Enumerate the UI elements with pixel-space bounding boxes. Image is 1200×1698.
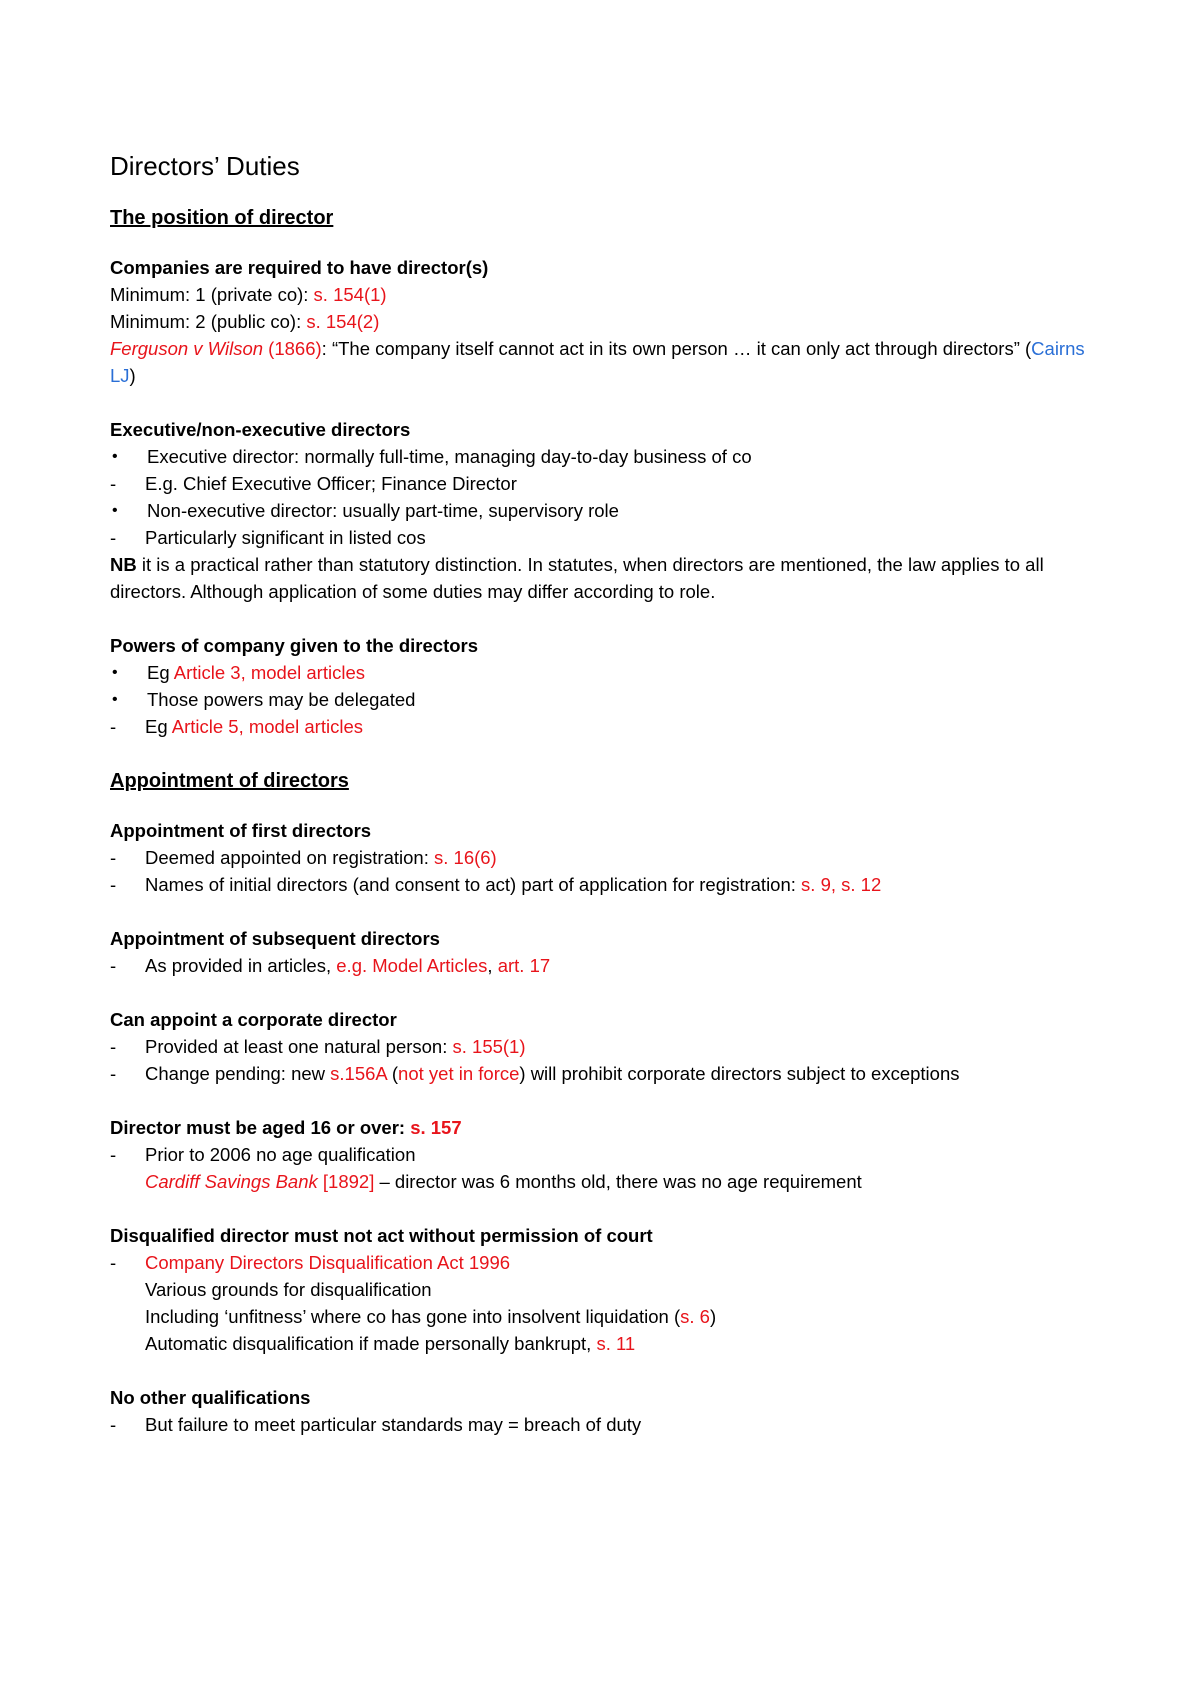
statute-ref-s154-2: s. 154(2) <box>306 311 380 332</box>
ref-article-3: Article 3 <box>173 662 241 683</box>
not-in-force-note: not yet in force <box>398 1063 520 1084</box>
cardiff-case-text: – director was 6 months old, there was no age requirement <box>374 1171 862 1192</box>
articles-text: As provided in articles, <box>145 955 337 976</box>
eg-text: Eg <box>145 716 172 737</box>
list-item-text: But failure to meet particular standards may = breach of duty <box>145 1414 642 1435</box>
subheading-companies-required: Companies are required to have director(s) <box>110 257 489 278</box>
paren-open: ( <box>386 1063 399 1084</box>
bullet-marker: • <box>112 664 118 681</box>
dash-marker: - <box>110 1063 117 1084</box>
minimum-private-line <box>110 281 1100 308</box>
case-year-1866: (1866) <box>263 338 322 359</box>
block-other-qualifications <box>110 1384 1100 1438</box>
list-item <box>110 1033 1100 1060</box>
ref-separator: , <box>487 955 498 976</box>
list-item <box>110 1411 1100 1438</box>
unfitness-text: Including ‘unfitness’ where co has gone into insolvent liquidation ( <box>145 1306 681 1327</box>
subheading-corporate: Can appoint a corporate director <box>110 1009 397 1030</box>
subheading-first-directors: Appointment of first directors <box>110 820 372 841</box>
judge-cairns-lj: Cairns LJ <box>110 338 1085 386</box>
list-item-text: Prior to 2006 no age qualification <box>145 1144 416 1165</box>
subheading-age <box>110 1114 1100 1141</box>
list-item <box>110 1249 1100 1276</box>
natural-person-text: Provided at least one natural person: <box>145 1036 453 1057</box>
statute-ref-s16-6: s. 16(6) <box>434 847 497 868</box>
bullet-marker: • <box>112 691 118 708</box>
list-item-text <box>147 659 365 686</box>
unfitness-line <box>110 1303 1100 1330</box>
list-item <box>110 524 1100 551</box>
list-item-text <box>145 1060 959 1087</box>
ref-separator: , <box>830 874 842 895</box>
dash-marker: - <box>110 847 117 868</box>
ref-model-articles: e.g. Model Articles <box>336 955 488 976</box>
subheading-other: No other qualifications <box>110 1387 311 1408</box>
ref-model-articles: model articles <box>250 662 365 683</box>
list-item-text: E.g. Chief Executive Officer; Finance Director <box>145 473 517 494</box>
list-item-text <box>145 844 497 871</box>
change-pending-text: Change pending: new <box>145 1063 331 1084</box>
block-powers <box>110 632 1100 740</box>
dash-marker: - <box>110 955 117 976</box>
dash-marker: - <box>110 1414 117 1435</box>
statute-ref-s155-1: s. 155(1) <box>452 1036 526 1057</box>
list-item-text: Executive director: normally full-time, managing day-to-day business of co <box>147 446 752 467</box>
ferguson-quote-paragraph <box>110 335 1100 389</box>
list-item <box>110 713 1100 740</box>
minimum-public-line <box>110 308 1100 335</box>
ref-separator: , <box>238 716 249 737</box>
case-ferguson-v-wilson: Ferguson v Wilson <box>110 338 264 359</box>
bullet-marker: • <box>112 502 118 519</box>
ref-article-5: Article 5 <box>171 716 239 737</box>
list-item <box>110 497 1100 524</box>
list-item-text <box>145 952 550 979</box>
case-year-1892: [1892] <box>322 1171 375 1192</box>
subheading-subsequent: Appointment of subsequent directors <box>110 928 440 949</box>
list-item <box>110 952 1100 979</box>
dash-marker: - <box>110 473 117 494</box>
list-item <box>110 1060 1100 1087</box>
nb-text: it is a practical rather than statutory distinction. In statutes, when directors are mentioned, the law applies to all directors. Although application of some duties may differ according to role. <box>110 554 1044 602</box>
ref-cdda-1996: Company Directors Disqualification Act 1996 <box>145 1252 511 1273</box>
list-item-text: Non-executive director: usually part-time, supervisory role <box>147 500 619 521</box>
statute-ref-s156a: s.156A <box>330 1063 387 1084</box>
dash-marker: - <box>110 716 117 737</box>
statute-ref-s157: s. 157 <box>410 1117 462 1138</box>
list-item <box>110 443 1100 470</box>
ref-separator: , <box>240 662 251 683</box>
statute-ref-s12: s. 12 <box>841 874 882 895</box>
minimum-private-text: Minimum: 1 (private co): <box>110 284 314 305</box>
statute-ref-s154-1: s. 154(1) <box>313 284 387 305</box>
dash-marker: - <box>110 1252 117 1273</box>
block-companies-required <box>110 254 1100 389</box>
section-heading-position: The position of director <box>110 207 334 229</box>
section-heading-appointment: Appointment of directors <box>110 770 349 792</box>
quote-close: ) <box>129 365 136 386</box>
list-item <box>110 1141 1100 1168</box>
block-age <box>110 1114 1100 1195</box>
bullet-marker: • <box>112 448 118 465</box>
list-item <box>110 659 1100 686</box>
list-item-text <box>145 871 881 898</box>
dash-marker: - <box>110 1144 117 1165</box>
list-item <box>110 470 1100 497</box>
list-item <box>110 844 1100 871</box>
ferguson-quote-text: : “The company itself cannot act in its own person … it can only act through directors” ( <box>321 338 1032 359</box>
list-item-text <box>145 1033 526 1060</box>
case-cardiff-savings-bank: Cardiff Savings Bank <box>145 1171 318 1192</box>
block-corporate-director <box>110 1006 1100 1087</box>
block-first-directors <box>110 817 1100 898</box>
document-title: Directors’ Duties <box>110 151 300 181</box>
statute-ref-s9: s. 9 <box>801 874 831 895</box>
block-subsequent-directors <box>110 925 1100 979</box>
subheading-executive: Executive/non-executive directors <box>110 419 411 440</box>
list-item-text: Those powers may be delegated <box>147 689 416 710</box>
deemed-text: Deemed appointed on registration: <box>145 847 434 868</box>
names-text: Names of initial directors (and consent to act) part of application for registration: <box>145 874 802 895</box>
paren-close: ) <box>709 1306 717 1327</box>
bankrupt-text: Automatic disqualification if made personally bankrupt, <box>145 1333 597 1354</box>
list-item <box>110 871 1100 898</box>
nb-label: NB <box>110 554 137 575</box>
eg-text: Eg <box>147 662 174 683</box>
subheading-powers: Powers of company given to the directors <box>110 635 479 656</box>
ref-model-articles: model articles <box>248 716 363 737</box>
bankrupt-line <box>110 1330 1100 1357</box>
cardiff-case-line <box>110 1168 1100 1195</box>
statute-ref-s6: s. 6 <box>680 1306 710 1327</box>
ref-art-17: art. 17 <box>497 955 551 976</box>
age-heading-text: Director must be aged 16 or over: <box>110 1117 411 1138</box>
grounds-line: Various grounds for disqualification <box>145 1279 432 1300</box>
subheading-disqualified: Disqualified director must not act without permission of court <box>110 1225 653 1246</box>
block-disqualified <box>110 1222 1100 1357</box>
minimum-public-text: Minimum: 2 (public co): <box>110 311 307 332</box>
block-executive-directors <box>110 416 1100 605</box>
prohibit-text: ) will prohibit corporate directors subject to exceptions <box>519 1063 960 1084</box>
statute-ref-s11: s. 11 <box>596 1333 636 1354</box>
dash-marker: - <box>110 527 117 548</box>
nb-paragraph <box>110 551 1100 605</box>
dash-marker: - <box>110 1036 117 1057</box>
dash-marker: - <box>110 874 117 895</box>
list-item-text <box>145 713 363 740</box>
list-item <box>110 686 1100 713</box>
list-item-text: Particularly significant in listed cos <box>145 527 426 548</box>
